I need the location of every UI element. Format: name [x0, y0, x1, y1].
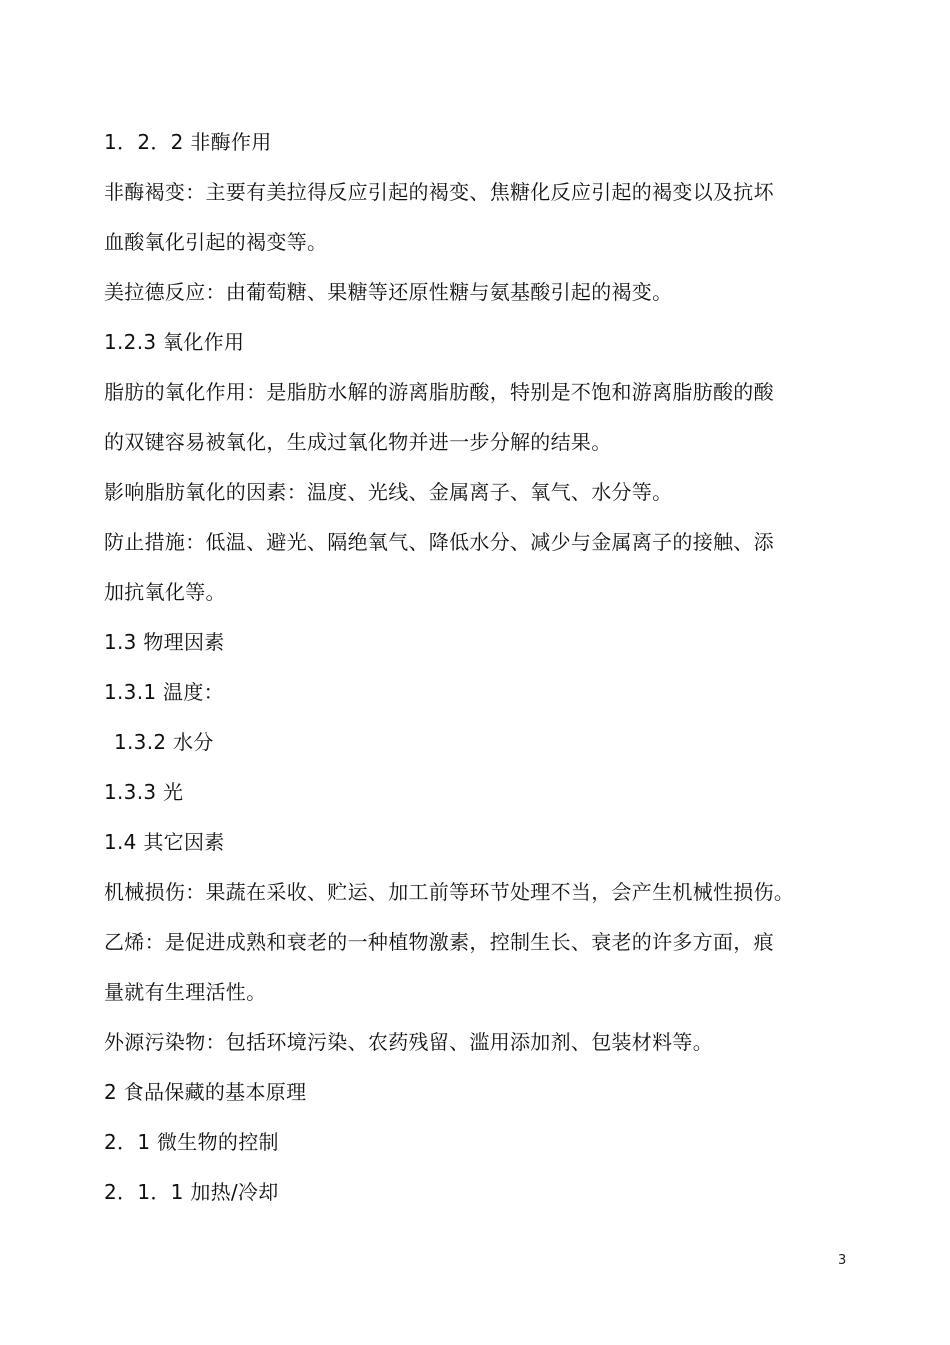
heading-1-3-1: 1.3.1 温度：	[104, 680, 224, 704]
paragraph-line: 加抗氧化等。	[104, 580, 226, 604]
paragraph-line: 美拉德反应：由葡萄糖、果糖等还原性糖与氨基酸引起的褐变。	[104, 280, 673, 304]
paragraph-line: 血酸氧化引起的褐变等。	[104, 230, 328, 254]
paragraph-line: 非酶褐变：主要有美拉得反应引起的褐变、焦糖化反应引起的褐变以及抗坏	[104, 180, 774, 204]
page-number: 3	[838, 1253, 847, 1268]
paragraph-line: 的双键容易被氧化，生成过氧化物并进一步分解的结果。	[104, 430, 612, 454]
paragraph-line: 影响脂肪氧化的因素：温度、光线、金属离子、氧气、水分等。	[104, 480, 673, 504]
heading-1-2-3: 1.2.3 氧化作用	[104, 330, 245, 354]
heading-2-1: 2．1 微生物的控制	[104, 1130, 279, 1154]
heading-1-3-2: 1.3.2 水分	[114, 730, 214, 754]
paragraph-line: 脂肪的氧化作用：是脂肪水解的游离脂肪酸，特别是不饱和游离脂肪酸的酸	[104, 380, 774, 404]
paragraph-line: 外源污染物：包括环境污染、农药残留、滥用添加剂、包装材料等。	[104, 1030, 713, 1054]
heading-1-4: 1.4 其它因素	[104, 830, 225, 854]
paragraph-line: 机械损伤：果蔬在采收、贮运、加工前等环节处理不当，会产生机械性损伤。	[104, 880, 795, 904]
paragraph-line: 防止措施：低温、避光、隔绝氧气、降低水分、减少与金属离子的接触、添	[104, 530, 774, 554]
heading-2-1-1: 2．1．1 加热/冷却	[104, 1180, 279, 1204]
heading-1-3: 1.3 物理因素	[104, 630, 225, 654]
heading-1-2-2: 1．2．2 非酶作用	[104, 130, 272, 154]
paragraph-line: 乙烯：是促进成熟和衰老的一种植物激素，控制生长、衰老的许多方面，痕	[104, 930, 774, 954]
heading-1-3-3: 1.3.3 光	[104, 780, 184, 804]
paragraph-line: 量就有生理活性。	[104, 980, 267, 1004]
heading-2: 2 食品保藏的基本原理	[104, 1080, 307, 1104]
